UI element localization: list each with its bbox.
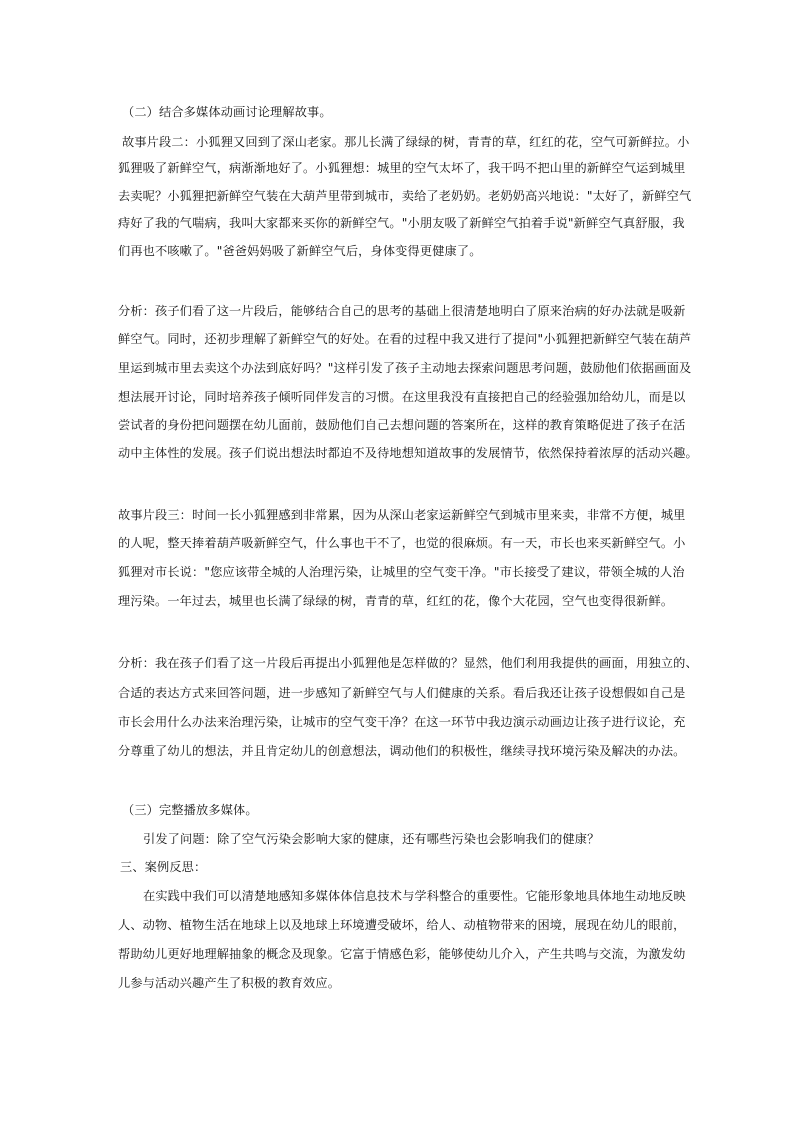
analysis1-line: 想法展开讨论，同时培养孩子倾听同伴发言的习惯。在这里我没有直接把自己的经验强加给幼儿，而是以	[118, 390, 686, 404]
story2-line: 去卖呢？小狐狸把新鲜空气装在大葫芦里带到城市，卖给了老奶奶。老奶奶高兴地说："太好了，新鲜空气	[118, 189, 692, 203]
reflection-line: 在实践中我们可以清楚地感知多媒体体信息技术与学科整合的重要性。它能形象地具体地生动地反映	[143, 889, 686, 903]
story2-line: 们再也不咳嗽了。"爸爸妈妈吸了新鲜空气后，身体变得更健康了。	[118, 244, 482, 258]
reflection-line: 儿参与活动兴趣产生了积极的教育效应。	[118, 976, 341, 990]
story3-line: 狐狸对市长说："您应该带全城的人治理污染，让城里的空气变干净。"市长接受了建议，带领全城的人治	[118, 565, 685, 579]
analysis1-line: 鲜空气。同时，还初步理解了新鲜空气的好处。在看的过程中我又进行了提问"小狐狸把新鲜空气装在葫芦	[118, 332, 692, 346]
section2-heading: （二）结合多媒体动画讨论理解故事。	[122, 105, 332, 119]
story2-line: 故事片段二：小狐狸又回到了深山老家。那儿长满了绿绿的树，青青的草，红红的花，空气可新鲜拉。小	[122, 135, 690, 149]
reflection-heading: 三、案例反思：	[120, 860, 207, 874]
analysis2-line: 分尊重了幼儿的想法，并且肯定幼儿的创意想法，调动他们的积极性，继续寻找环境污染及解决的办法。	[118, 744, 686, 758]
analysis1-line: 尝试者的身份把问题摆在幼儿面前，鼓励他们自己去想问题的答案所在，这样的教育策略促进了孩子在活	[118, 418, 686, 432]
analysis2-line: 合适的表达方式来回答问题，进一步感知了新鲜空气与人们健康的关系。看后我还让孩子设想假如自己是	[118, 686, 686, 700]
story3-line: 的人呢，整天捧着葫芦吸新鲜空气，什么事也干不了，也觉的很麻烦。有一天，市长也来买新鲜空气。小	[118, 536, 686, 550]
reflection-line: 帮助幼儿更好地理解抽象的概念及现象。它富于情感色彩，能够使幼儿介入，产生共鸣与交流，为激发幼	[118, 947, 686, 961]
analysis1-line: 里运到城市里去卖这个办法到底好吗？"这样引发了孩子主动地去探索问题思考问题，鼓励他们依据画面及	[118, 361, 692, 375]
story3-line: 故事片段三：时间一长小狐狸感到非常累，因为从深山老家运新鲜空气到城市里来卖，非常不方便，城里	[118, 508, 686, 522]
section3-heading: （三）完整播放多媒体。	[122, 803, 258, 817]
section3-body: 引发了问题：除了空气污染会影响大家的健康，还有哪些污染也会影响我们的健康？	[143, 832, 600, 846]
analysis1-line: 动中主体性的发展。孩子们说出想法时都迫不及待地想知道故事的发展情节，依然保持着浓厚的活动兴趣。	[118, 446, 698, 460]
story2-line: 痔好了我的气喘病，我叫大家都来买你的新鲜空气。"小朋友吸了新鲜空气拍着手说"新鲜空气真舒服，我	[118, 216, 685, 230]
analysis2-line: 市长会用什么办法来治理污染，让城市的空气变干净？在这一环节中我边演示动画边让孩子进行议论，充	[118, 715, 686, 729]
story2-line: 狐狸吸了新鲜空气，病渐渐地好了。小狐狸想：城里的空气太坏了，我干吗不把山里的新鲜空气运到城里	[118, 161, 686, 175]
analysis2-line: 分析：我在孩子们看了这一片段后再提出小狐狸他是怎样做的？显然，他们利用我提供的画面，用独立的、	[118, 656, 698, 670]
story3-line: 理污染。一年过去，城里也长满了绿绿的树，青青的草，红红的花，像个大花园，空气也变得很新鲜。	[118, 594, 674, 608]
analysis1-line: 分析：孩子们看了这一片段后，能够结合自己的思考的基础上很清楚地明白了原来治病的好办法就是吸新	[118, 304, 686, 318]
reflection-line: 人、动物、植物生活在地球上以及地球上环境遭受破坏，给人、动植物带来的困境，展现在幼儿的眼前，	[118, 918, 686, 932]
